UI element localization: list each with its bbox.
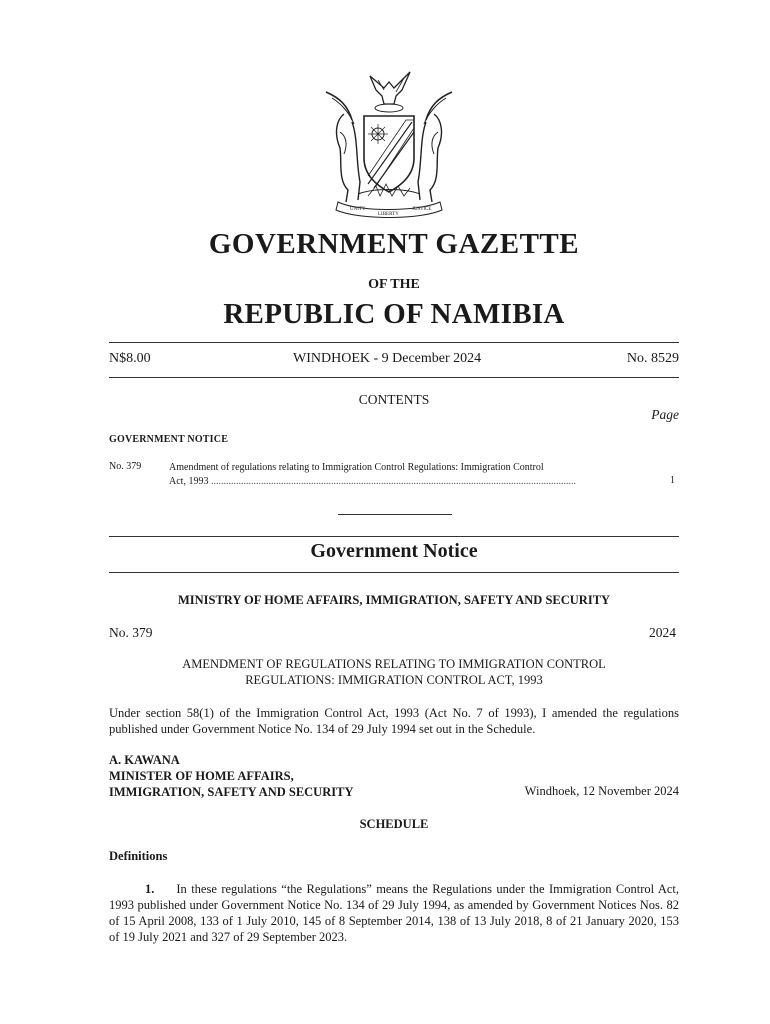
contents-leader-dots: .................................................................................................................................................. <box>210 476 576 487</box>
masthead-rule-top <box>109 342 679 343</box>
notice-header: Government Notice <box>310 540 478 562</box>
gazette-republic: REPUBLIC OF NAMIBIA <box>223 298 565 330</box>
gazette-title: GOVERNMENT GAZETTE <box>208 228 580 260</box>
contents-item-line2: Act, 1993 <box>169 476 211 487</box>
gazette-number: No. 8529 <box>626 351 679 366</box>
contents-item-line1: Amendment of regulations relating to Immigration Control Regulations: Immigration Control <box>169 462 544 473</box>
gazette-of-the: OF THE <box>368 277 420 292</box>
notice-rule-bottom <box>109 572 679 573</box>
regulation-1-number: 1. <box>145 882 155 896</box>
notice-ministry: MINISTRY OF HOME AFFAIRS, IMMIGRATION, SAFETY AND SECURITY <box>177 593 611 607</box>
svg-text:UNITY: UNITY <box>350 207 366 212</box>
definitions-heading: Definitions <box>109 849 168 863</box>
svg-text:JUSTICE: JUSTICE <box>412 207 432 212</box>
notice-preamble: Under section 58(1) of the Immigration Control Act, 1993 (Act No. 7 of 1993), I amended the regulations published under Government Notice No. 134 of 29 July 1994 set out in the Schedule. <box>109 706 679 736</box>
schedule-heading: SCHEDULE <box>359 817 429 831</box>
notice-signer <box>109 752 353 800</box>
contents-page-label: Page <box>651 407 679 422</box>
gazette-place-date: WINDHOEK - 9 December 2024 <box>293 351 482 366</box>
contents-item-text <box>169 461 639 489</box>
signer-title-line2: IMMIGRATION, SAFETY AND SECURITY <box>109 785 354 799</box>
notice-title-line1: AMENDMENT OF REGULATIONS RELATING TO IMMIGRATION CONTROL <box>182 657 606 671</box>
contents-item-number: No. 379 <box>109 461 142 472</box>
notice-rule-top <box>109 536 679 537</box>
regulation-1 <box>109 881 679 945</box>
signer-name: A. KAWANA <box>109 753 180 767</box>
contents-heading: CONTENTS <box>358 392 430 407</box>
notice-year: 2024 <box>649 625 676 640</box>
masthead-rule-bottom <box>109 377 679 378</box>
notice-title-line2: REGULATIONS: IMMIGRATION CONTROL ACT, 1993 <box>245 673 543 687</box>
svg-text:LIBERTY: LIBERTY <box>378 212 399 217</box>
signer-title-line1: MINISTER OF HOME AFFAIRS, <box>109 769 294 783</box>
contents-end-rule <box>338 514 452 515</box>
signed-place-date: Windhoek, 12 November 2024 <box>524 784 679 798</box>
notice-title <box>109 656 679 688</box>
namibia-coat-of-arms-icon <box>318 62 460 220</box>
contents-item-page: 1 <box>670 475 675 486</box>
notice-number: No. 379 <box>109 625 153 640</box>
regulation-1-text: In these regulations “the Regulations” means the Regulations under the Immigration Control Act, 1993 published under Government Notice No. 134 of 29 July 1994, as amended by Government Notices Nos. 82 of 15 April 2008, 133 of 1 July 2010, 145 of 8 September 2014, 138 of 13 July 2018, 8 of 21 January 2020, 153 of 19 July 2021 and 327 of 29 September 2023. <box>109 882 679 944</box>
contents-section-heading: GOVERNMENT NOTICE <box>109 434 229 445</box>
gazette-price: N$8.00 <box>109 351 151 366</box>
